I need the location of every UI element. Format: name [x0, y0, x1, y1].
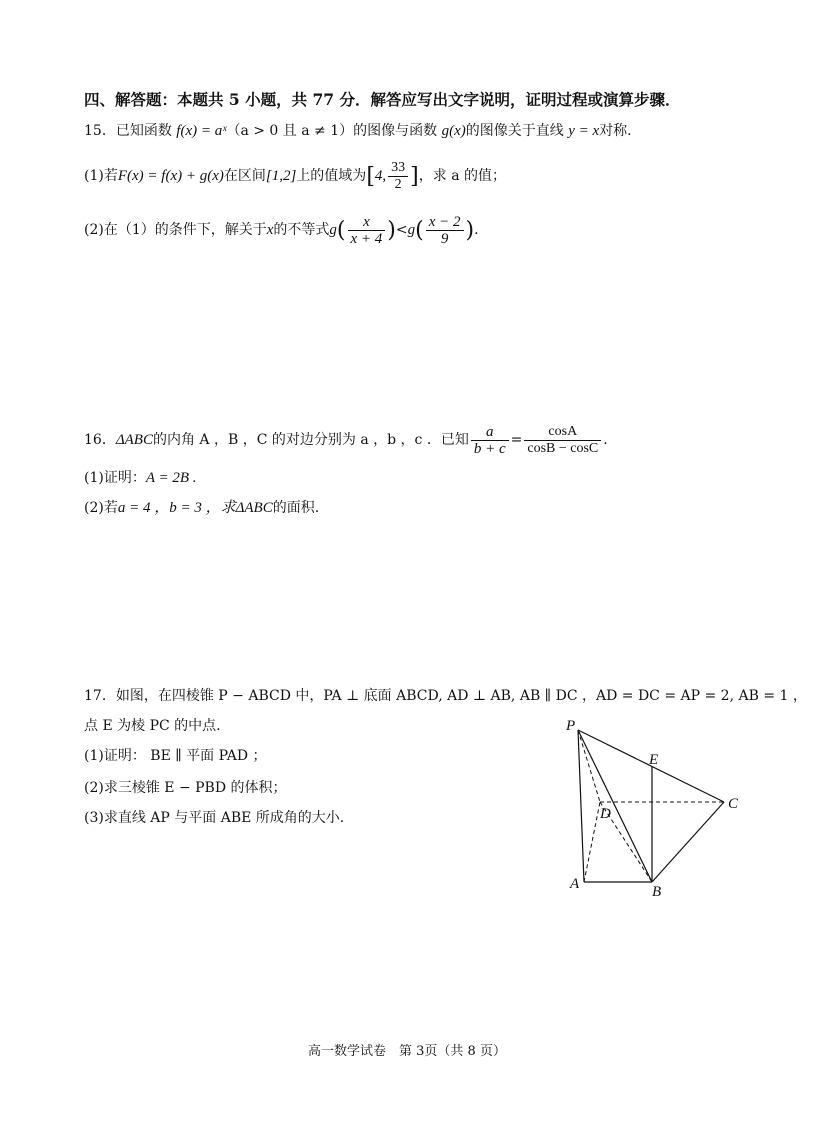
q15-p1-mid: 在区间 — [223, 168, 266, 184]
q15-part2 — [84, 210, 479, 251]
q16-p2-expr: a = 4 ，b = 3 ，求 — [117, 500, 236, 516]
pyramid-figure — [556, 716, 756, 900]
q17-line2: 点 E 为棱 PC 的中点. — [84, 718, 221, 734]
q17-part2: (2)求三棱锥 E − PBD 的体积； — [84, 780, 287, 796]
q15-p2-g2: g — [407, 222, 416, 238]
q15-g: g(x) — [441, 123, 466, 139]
left-bracket: [ — [366, 164, 375, 189]
page-footer: 高一数学试卷 第 3页（共 8 页） — [308, 1044, 506, 1059]
edge-BC — [652, 802, 724, 882]
q16-frac2 — [524, 424, 601, 457]
q17-part3: (3)求直线 AP 与平面 ABE 所成角的大小. — [84, 810, 345, 826]
q16-p2-end: 的面积. — [272, 500, 320, 516]
q16-part1 — [84, 468, 197, 488]
q15-range-frac — [388, 160, 408, 193]
q16-p2-label: (2)若 — [84, 500, 118, 516]
q15-p2-mid: 的不等式 — [273, 222, 330, 238]
q15-p1-end: ，求 a 的值； — [418, 168, 506, 184]
q15-lt: < — [395, 222, 408, 238]
q15-frac1 — [348, 214, 386, 247]
q15-p1-label: (1)若 — [84, 168, 118, 184]
q16-stem-end: . — [603, 432, 608, 448]
q16-triangle: ΔABC — [115, 432, 153, 448]
q15-stem-c: 的图像关于直线 — [465, 123, 564, 139]
q16-p1-expr: A = 2B . — [145, 470, 197, 486]
q16-number: 16． — [84, 432, 116, 448]
q15-range-num: 33 — [388, 160, 408, 177]
q16-frac1-den: b + c — [473, 440, 506, 457]
q15-number: 15． — [84, 123, 116, 139]
q15-stem-d: 对称. — [599, 123, 632, 139]
paren: ( — [336, 218, 346, 243]
q15-stem — [84, 121, 632, 141]
q15-cond: （a > 0 且 a ≠ 1） — [226, 123, 354, 139]
q15-p1-expr: F(x) = f(x) + g(x) — [117, 168, 224, 184]
q16-frac1 — [471, 424, 509, 457]
q15-func: f(x) = aˣ — [176, 123, 227, 139]
q15-range-left: 4, — [374, 168, 387, 184]
label-P: P — [566, 718, 576, 734]
paren: ) — [387, 218, 396, 243]
q16-part2 — [84, 498, 319, 518]
q15-frac2-num: x − 2 — [426, 214, 464, 231]
q15-frac2-den: 9 — [440, 230, 449, 247]
q17-line1-text: 如图，在四棱锥 P − ABCD 中，PA ⊥ 底面 ABCD, AD ⊥ AB, AB ∥ DC ，AD = DC = AP = 2, AB = 1 ， — [115, 688, 807, 704]
label-A: A — [570, 876, 580, 892]
q16-eq: = — [510, 432, 523, 448]
q15-p2-label: (2)在（1）的条件下，解关于 — [84, 222, 267, 238]
label-D: D — [600, 806, 611, 822]
edge-PA — [578, 730, 584, 882]
edge-AD — [584, 802, 600, 882]
q15-line: y = x — [568, 123, 600, 139]
section-header: 四、解答题：本题共 5 小题，共 77 分．解答应写出文字说明，证明过程或演算步骤． — [84, 90, 681, 109]
q15-p1-interval: [1,2] — [265, 168, 297, 184]
q15-stem-a: 已知函数 — [115, 123, 172, 139]
paren: ) — [465, 218, 475, 243]
q15-range-den: 2 — [394, 176, 402, 192]
q16-stem-b: 的内角 A ， — [152, 432, 228, 448]
q17-part1: (1)证明： BE ∥ 平面 PAD ； — [84, 748, 267, 764]
q16-p2-triangle: ΔABC — [235, 500, 273, 516]
right-bracket: ] — [410, 164, 419, 189]
edge-PD — [578, 730, 600, 802]
label-E: E — [649, 752, 659, 768]
label-B: B — [652, 884, 662, 900]
q15-p2-end: . — [474, 222, 479, 238]
q15-frac1-num: x — [348, 214, 386, 231]
q16-stem-c: B ，C 的对边分别为 a ，b ，c ．已知 — [227, 432, 469, 448]
q15-stem-b: 的图像与函数 — [353, 123, 438, 139]
q16-frac1-num: a — [471, 424, 509, 441]
q16-p1-label: (1)证明： — [84, 470, 146, 486]
q15-p2-g1: g — [329, 222, 337, 238]
q16-stem — [84, 422, 608, 458]
q17-line1 — [84, 686, 807, 706]
paren: ( — [415, 218, 424, 243]
q16-frac2-num: cosA — [524, 424, 601, 441]
q15-frac2 — [426, 214, 464, 247]
q15-p2-var: x — [266, 222, 274, 238]
label-C: C — [728, 796, 739, 812]
q16-frac2-den: cosB − cosC — [527, 440, 599, 456]
q15-part1 — [84, 158, 506, 195]
q15-frac1-den: x + 4 — [350, 230, 383, 247]
q17-number: 17． — [84, 688, 116, 704]
q15-p1-mid2: 上的值域为 — [296, 168, 367, 184]
edge-PB — [578, 730, 652, 882]
